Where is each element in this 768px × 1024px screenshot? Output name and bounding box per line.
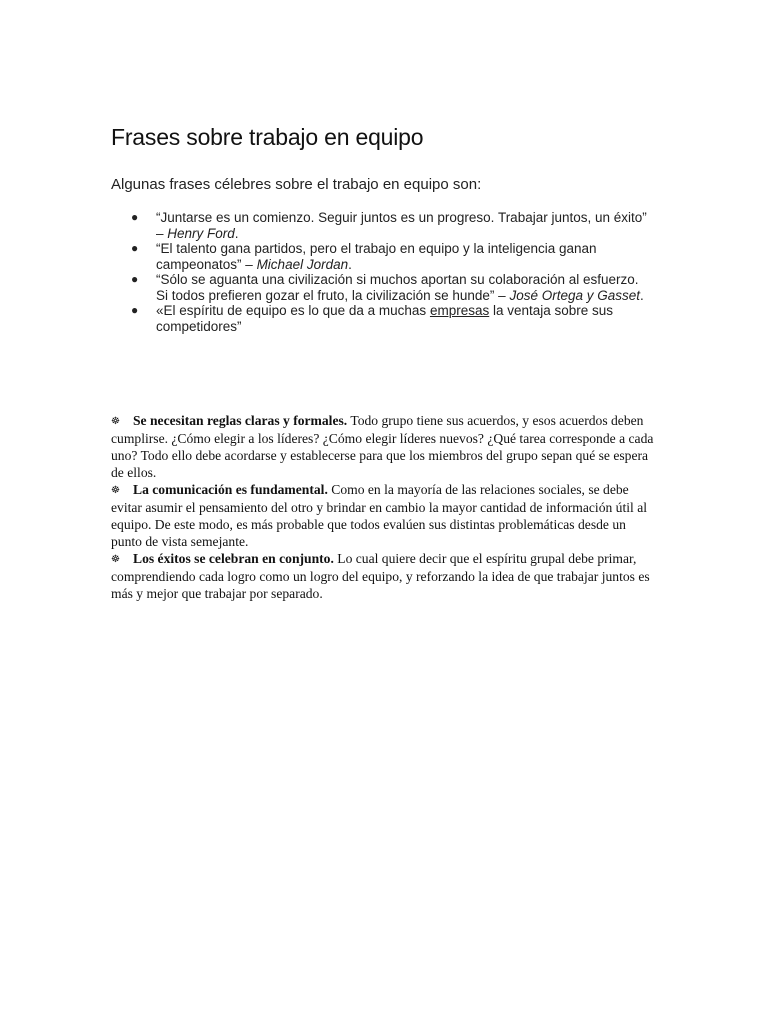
- quote-author: Michael Jordan: [256, 256, 349, 272]
- rule-body: Lo cual quiere decir que el espíritu grupal debe primar, comprendiendo cada logro como un logro del equipo, y reforzando la idea de que trabajar juntos es más y mejor que trabajar por separado.: [111, 551, 650, 601]
- rule-paragraph: [111, 481, 656, 550]
- quote-text: “Juntarse es un comienzo. Seguir juntos es un progreso. Trabajar juntos, un éxito” –: [156, 210, 647, 241]
- quote-text: “Sólo se aguanta una civilización si muchos aportan su colaboración al esfuerzo. Si todos prefieren gozar el fruto, la civilización se hunde” –: [156, 272, 639, 303]
- quote-author: Henry Ford: [167, 225, 235, 241]
- rule-body: Todo grupo tiene sus acuerdos, y esos acuerdos deben cumplirse. ¿Cómo elegir a los líderes? ¿Cómo elegir líderes nuevos? ¿Qué tarea corresponde a cada uno? Todo ello debe acordarse y establecerse para que los miembros del grupo sepan qué se espera de ellos.: [111, 413, 654, 480]
- quote-item: [131, 210, 651, 241]
- wheel-icon: ☸: [111, 485, 120, 496]
- quote-text: “El talento gana partidos, pero el trabajo en equipo y la inteligencia ganan campeonatos” –: [156, 241, 597, 272]
- rules-section: [111, 412, 656, 602]
- bullet-icon: ●: [131, 303, 139, 317]
- quote-end: .: [234, 225, 239, 241]
- quote-end: .: [348, 256, 352, 272]
- quote-text: «El espíritu de equipo es lo que da a muchas: [156, 303, 430, 318]
- quote-end: la ventaja sobre sus competidores”: [156, 303, 614, 334]
- rule-paragraph: [111, 550, 656, 602]
- rule-heading: La comunicación es fundamental.: [133, 482, 328, 497]
- rule-body: Como en la mayoría de las relaciones sociales, se debe evitar asumir el pensamiento del otro y brindar en cambio la mayor cantidad de información útil al equipo. De este modo, es más probable que todos evalúen sus distintas problemáticas desde un punto de vista semejante.: [111, 482, 648, 549]
- quote-author: José Ortega y Gasset: [509, 287, 641, 303]
- empresas-link[interactable]: empresas: [429, 303, 490, 318]
- rule-heading: Se necesitan reglas claras y formales.: [133, 413, 348, 428]
- quote-item: [131, 241, 651, 272]
- quote-item: [131, 272, 651, 303]
- quote-end: .: [640, 287, 644, 303]
- quotes-list: [131, 210, 651, 334]
- intro-text: Algunas frases célebres sobre el trabajo en equipo son:: [111, 176, 482, 193]
- rule-paragraph: [111, 412, 656, 481]
- wheel-icon: ☸: [111, 554, 120, 565]
- wheel-icon: ☸: [111, 416, 120, 427]
- bullet-icon: ●: [131, 272, 139, 286]
- rule-heading: Los éxitos se celebran en conjunto.: [133, 551, 334, 566]
- bullet-icon: ●: [131, 210, 139, 224]
- page-title: Frases sobre trabajo en equipo: [111, 124, 424, 150]
- bullet-icon: ●: [131, 241, 139, 255]
- quote-item: [131, 303, 651, 334]
